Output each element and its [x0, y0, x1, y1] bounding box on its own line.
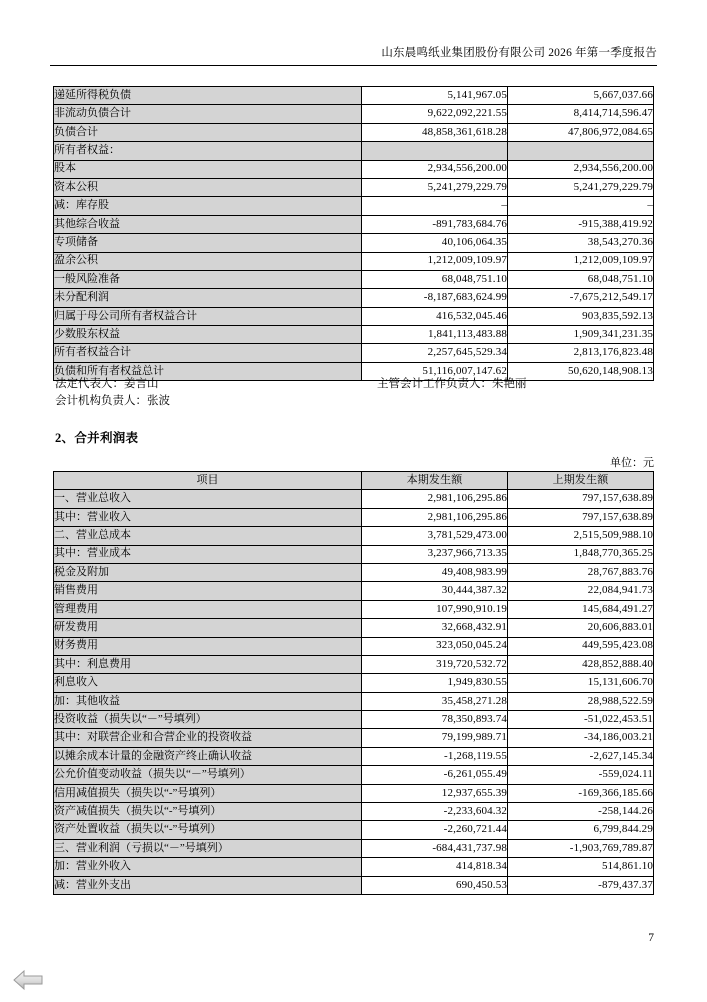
row-value-current-period: 30,444,387.32 [362, 582, 508, 600]
row-label: 研发费用 [54, 619, 362, 637]
table-row [54, 87, 654, 105]
row-label: 其中：营业收入 [54, 508, 362, 526]
table-row [54, 344, 654, 362]
row-value-current-period: 68,048,751.10 [362, 270, 508, 288]
income-statement-header [54, 472, 654, 490]
row-value-current-period: -1,268,119.55 [362, 747, 508, 765]
row-value-prior-period: 38,543,270.36 [508, 234, 654, 252]
income-statement-table-container [53, 471, 654, 895]
balance-sheet-table [53, 86, 654, 381]
row-value-prior-period: -915,388,419.92 [508, 215, 654, 233]
accounting-officer-signature: 主管会计工作负责人：朱艳丽 [377, 378, 527, 390]
row-label: 销售费用 [54, 582, 362, 600]
row-value-current-period: 5,141,967.05 [362, 87, 508, 105]
row-value-current-period: 323,050,045.24 [362, 637, 508, 655]
row-label: 专项储备 [54, 234, 362, 252]
section-heading-income-statement: 2、合并利润表 [55, 431, 139, 445]
row-value-prior-period: 428,852,888.40 [508, 655, 654, 673]
row-value-prior-period: -559,024.11 [508, 766, 654, 784]
row-value-current-period: -684,431,737.98 [362, 839, 508, 857]
row-label: 其中：对联营企业和合营企业的投资收益 [54, 729, 362, 747]
row-value-prior-period: 2,934,556,200.00 [508, 160, 654, 178]
table-row [54, 508, 654, 526]
row-value-prior-period: 15,131,606.70 [508, 674, 654, 692]
row-label: 财务费用 [54, 637, 362, 655]
column-header-prior-period: 上期发生额 [508, 472, 654, 490]
row-value-prior-period: 1,909,341,231.35 [508, 326, 654, 344]
row-value-current-period: 51,116,007,147.62 [362, 362, 508, 380]
row-label: 资产处置收益（损失以“-”号填列） [54, 821, 362, 839]
table-row [54, 619, 654, 637]
row-value-current-period: 1,841,113,483.88 [362, 326, 508, 344]
row-value-prior-period: -169,366,185.66 [508, 784, 654, 802]
table-row [54, 527, 654, 545]
row-label: 其中：利息费用 [54, 655, 362, 673]
row-value-current-period: 40,106,064.35 [362, 234, 508, 252]
row-value-current-period: 49,408,983.99 [362, 563, 508, 581]
table-row [54, 307, 654, 325]
unit-label: 单位：元 [610, 457, 654, 469]
row-label: 负债合计 [54, 123, 362, 141]
row-label: 盈余公积 [54, 252, 362, 270]
table-row [54, 563, 654, 581]
row-value-current-period: 3,237,966,713.35 [362, 545, 508, 563]
table-row [54, 839, 654, 857]
row-label: 资本公积 [54, 178, 362, 196]
table-row [54, 289, 654, 307]
row-label: 其中：营业成本 [54, 545, 362, 563]
balance-sheet-body [54, 87, 654, 381]
row-label: 信用减值损失（损失以“-”号填列） [54, 784, 362, 802]
table-row [54, 490, 654, 508]
row-label: 二、营业总成本 [54, 527, 362, 545]
accounting-body-head-signature: 会计机构负责人：张波 [55, 394, 170, 407]
page-number: 7 [648, 932, 654, 944]
table-row [54, 270, 654, 288]
row-label: 利息收入 [54, 674, 362, 692]
table-row [54, 160, 654, 178]
row-value-current-period: 416,532,045.46 [362, 307, 508, 325]
row-value-current-period: 2,981,106,295.86 [362, 508, 508, 526]
row-value-prior-period: -879,437.37 [508, 876, 654, 894]
row-value-current-period: 1,949,830.55 [362, 674, 508, 692]
row-label: 一般风险准备 [54, 270, 362, 288]
running-header-text: 山东晨鸣纸业集团股份有限公司 2026 年第一季度报告 [381, 47, 657, 59]
signature-row-2 [55, 393, 655, 410]
row-value-current-period: -2,260,721.44 [362, 821, 508, 839]
signature-block [55, 376, 655, 409]
row-value-current-period: -2,233,604.32 [362, 803, 508, 821]
row-value-prior-period: 903,835,592.13 [508, 307, 654, 325]
row-value-prior-period: 28,988,522.59 [508, 692, 654, 710]
row-label: 减：库存股 [54, 197, 362, 215]
row-value-current-period: 2,981,106,295.86 [362, 490, 508, 508]
row-value-prior-period: 50,620,148,908.13 [508, 362, 654, 380]
table-row [54, 215, 654, 233]
row-value-prior-period: 2,515,509,988.10 [508, 527, 654, 545]
table-row [54, 178, 654, 196]
table-row [54, 784, 654, 802]
row-label: 公允价值变动收益（损失以“－”号填列） [54, 766, 362, 784]
row-value-prior-period: 6,799,844.29 [508, 821, 654, 839]
row-value-current-period: 319,720,532.72 [362, 655, 508, 673]
row-value-current-period: 12,937,655.39 [362, 784, 508, 802]
table-row [54, 142, 654, 160]
row-value-prior-period: 68,048,751.10 [508, 270, 654, 288]
row-label: 加：其他收益 [54, 692, 362, 710]
row-value-current-period: -6,261,055.49 [362, 766, 508, 784]
row-value-current-period: -891,783,684.76 [362, 215, 508, 233]
row-label: 股本 [54, 160, 362, 178]
table-row [54, 766, 654, 784]
row-value-prior-period: -7,675,212,549.17 [508, 289, 654, 307]
row-label: 未分配利润 [54, 289, 362, 307]
row-label: 税金及附加 [54, 563, 362, 581]
table-row [54, 711, 654, 729]
row-label: 管理费用 [54, 600, 362, 618]
income-statement-table [53, 471, 654, 895]
row-value-current-period: 35,458,271.28 [362, 692, 508, 710]
table-row [54, 876, 654, 894]
row-value-current-period: 414,818.34 [362, 858, 508, 876]
table-row [54, 545, 654, 563]
row-label: 加：营业外收入 [54, 858, 362, 876]
row-value-current-period: 1,212,009,109.97 [362, 252, 508, 270]
row-value-prior-period: 1,848,770,365.25 [508, 545, 654, 563]
table-row [54, 582, 654, 600]
row-label: 投资收益（损失以“－”号填列） [54, 711, 362, 729]
row-value-current-period: 79,199,989.71 [362, 729, 508, 747]
legal-representative-signature: 法定代表人：姜言山 [55, 378, 159, 390]
row-label: 非流动负债合计 [54, 105, 362, 123]
row-value-prior-period: -34,186,003.21 [508, 729, 654, 747]
row-label: 资产减值损失（损失以“-”号填列） [54, 803, 362, 821]
column-header-item: 项目 [54, 472, 362, 490]
row-value-prior-period: 22,084,941.73 [508, 582, 654, 600]
row-value-current-period: 690,450.53 [362, 876, 508, 894]
table-row [54, 674, 654, 692]
row-label: 以摊余成本计量的金融资产终止确认收益 [54, 747, 362, 765]
table-row [54, 729, 654, 747]
row-value-prior-period: 514,861.10 [508, 858, 654, 876]
table-header-row [54, 472, 654, 490]
row-value-prior-period: 145,684,491.27 [508, 600, 654, 618]
row-label: 归属于母公司所有者权益合计 [54, 307, 362, 325]
row-label: 少数股东权益 [54, 326, 362, 344]
row-value-prior-period: 8,414,714,596.47 [508, 105, 654, 123]
row-value-current-period: 2,257,645,529.34 [362, 344, 508, 362]
row-value-current-period: – [362, 197, 508, 215]
signature-row-1 [55, 376, 655, 393]
table-row [54, 637, 654, 655]
row-value-current-period: 3,781,529,473.00 [362, 527, 508, 545]
income-statement-body [54, 490, 654, 895]
row-value-current-period: -8,187,683,624.99 [362, 289, 508, 307]
row-value-current-period: 32,668,432.91 [362, 619, 508, 637]
row-value-current-period: 5,241,279,229.79 [362, 178, 508, 196]
table-row [54, 821, 654, 839]
table-row [54, 747, 654, 765]
back-arrow-icon[interactable] [12, 968, 46, 992]
table-row [54, 692, 654, 710]
row-value-prior-period: 47,806,972,084.65 [508, 123, 654, 141]
header-divider-rule [50, 65, 657, 66]
table-row [54, 858, 654, 876]
row-label: 负债和所有者权益总计 [54, 362, 362, 380]
row-value-prior-period: 1,212,009,109.97 [508, 252, 654, 270]
table-row [54, 105, 654, 123]
row-value-prior-period: 797,157,638.89 [508, 508, 654, 526]
row-value-current-period: 9,622,092,221.55 [362, 105, 508, 123]
page-running-header [50, 44, 657, 66]
table-row [54, 252, 654, 270]
table-row [54, 326, 654, 344]
row-value-current-period: 107,990,910.19 [362, 600, 508, 618]
table-row [54, 123, 654, 141]
row-value-prior-period: -51,022,453.51 [508, 711, 654, 729]
table-row [54, 600, 654, 618]
row-value-current-period [362, 142, 508, 160]
table-row [54, 803, 654, 821]
row-value-prior-period: 797,157,638.89 [508, 490, 654, 508]
row-value-prior-period: 2,813,176,823.48 [508, 344, 654, 362]
row-label: 所有者权益： [54, 142, 362, 160]
row-value-prior-period [508, 142, 654, 160]
row-value-prior-period: 5,667,037.66 [508, 87, 654, 105]
balance-sheet-table-container [53, 86, 654, 381]
table-row [54, 197, 654, 215]
row-value-prior-period: 20,606,883.01 [508, 619, 654, 637]
table-row [54, 234, 654, 252]
row-value-current-period: 78,350,893.74 [362, 711, 508, 729]
row-label: 其他综合收益 [54, 215, 362, 233]
row-value-prior-period: -2,627,145.34 [508, 747, 654, 765]
row-value-prior-period: 449,595,423.08 [508, 637, 654, 655]
table-row [54, 655, 654, 673]
row-value-prior-period: – [508, 197, 654, 215]
column-header-current-period: 本期发生额 [362, 472, 508, 490]
row-label: 三、营业利润（亏损以“－”号填列） [54, 839, 362, 857]
row-value-prior-period: -258,144.26 [508, 803, 654, 821]
row-value-current-period: 48,858,361,618.28 [362, 123, 508, 141]
row-value-prior-period: 5,241,279,229.79 [508, 178, 654, 196]
row-label: 一、营业总收入 [54, 490, 362, 508]
row-value-prior-period: -1,903,769,789.87 [508, 839, 654, 857]
row-value-current-period: 2,934,556,200.00 [362, 160, 508, 178]
row-label: 减：营业外支出 [54, 876, 362, 894]
row-value-prior-period: 28,767,883.76 [508, 563, 654, 581]
row-label: 所有者权益合计 [54, 344, 362, 362]
row-label: 递延所得税负债 [54, 87, 362, 105]
